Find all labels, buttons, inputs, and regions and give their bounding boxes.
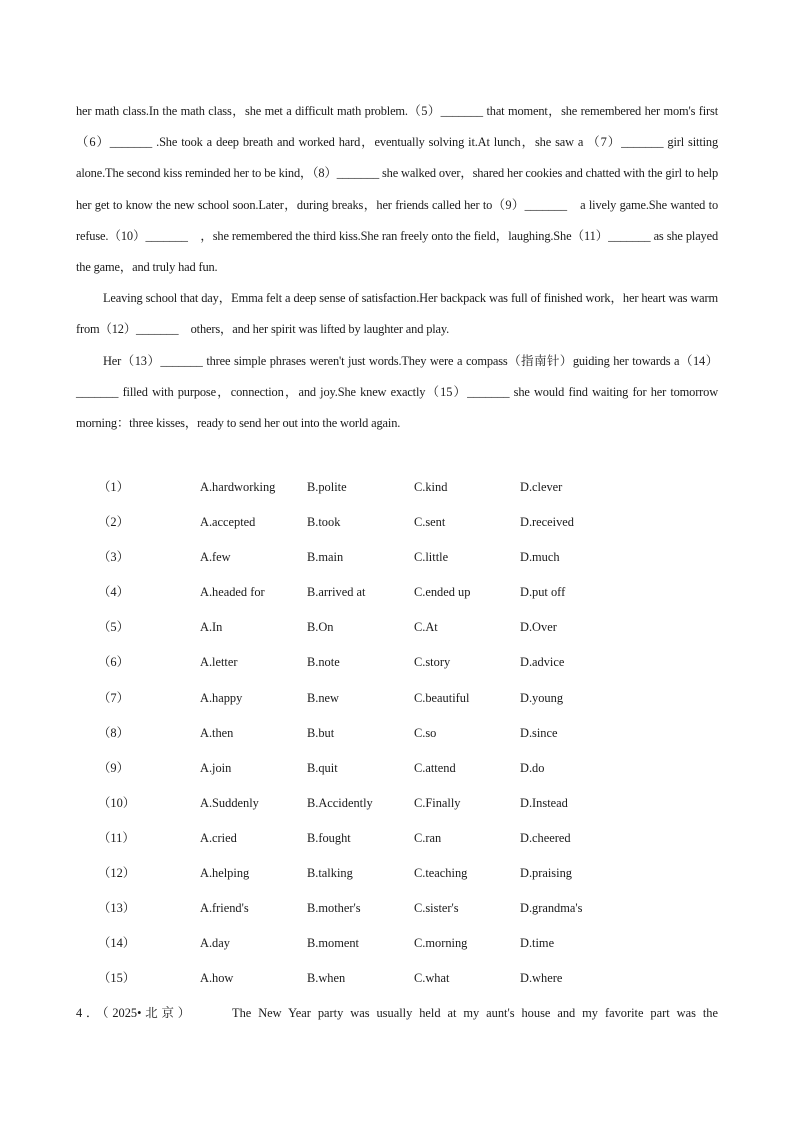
question-number: （8） bbox=[98, 725, 129, 740]
option-d: D.received bbox=[520, 515, 575, 530]
option-row bbox=[76, 926, 718, 961]
option-a: A.few bbox=[200, 550, 231, 565]
option-b: B.arrived at bbox=[307, 585, 366, 600]
question-number: （11） bbox=[98, 830, 135, 845]
option-d: D.advice bbox=[520, 655, 565, 670]
question-number: （7） bbox=[98, 690, 129, 705]
option-c: C.teaching bbox=[414, 866, 468, 881]
option-c: C.little bbox=[414, 550, 449, 565]
option-row bbox=[76, 540, 718, 575]
option-b: B.Accidently bbox=[307, 795, 373, 810]
option-d: D.cheered bbox=[520, 830, 571, 845]
option-c: C.beautiful bbox=[414, 690, 470, 705]
option-d: D.grandma's bbox=[520, 901, 583, 916]
option-d: D.put off bbox=[520, 585, 566, 600]
question-4-label: 4．（2025•北京） bbox=[76, 1006, 194, 1020]
option-b: B.mother's bbox=[307, 901, 361, 916]
option-c: C.so bbox=[414, 725, 437, 740]
question-number: （5） bbox=[98, 620, 129, 635]
option-c: C.sister's bbox=[414, 901, 459, 916]
option-row bbox=[76, 610, 718, 645]
option-b: B.moment bbox=[307, 936, 359, 951]
option-row bbox=[76, 751, 718, 786]
option-a: A.accepted bbox=[200, 515, 256, 530]
option-a: A.join bbox=[200, 760, 232, 775]
answer-options-list bbox=[76, 470, 718, 996]
option-b: B.note bbox=[307, 655, 340, 670]
option-row bbox=[76, 645, 718, 680]
option-c: C.sent bbox=[414, 515, 446, 530]
option-c: C.morning bbox=[414, 936, 468, 951]
question-number: （9） bbox=[98, 760, 129, 775]
option-c: C.story bbox=[414, 655, 451, 670]
option-b: B.but bbox=[307, 725, 335, 740]
option-a: A.cried bbox=[200, 830, 237, 845]
option-d: D.praising bbox=[520, 866, 572, 881]
option-a: A.Suddenly bbox=[200, 795, 259, 810]
option-row bbox=[76, 821, 718, 856]
question-number: （2） bbox=[98, 515, 129, 530]
option-a: A.day bbox=[200, 936, 230, 951]
option-b: B.new bbox=[307, 690, 340, 705]
question-number: （12） bbox=[98, 866, 136, 881]
option-row bbox=[76, 961, 718, 996]
reading-passage bbox=[76, 96, 718, 439]
option-d: D.Over bbox=[520, 620, 557, 635]
question-number: （13） bbox=[98, 901, 136, 916]
option-d: D.young bbox=[520, 690, 564, 705]
option-b: B.fought bbox=[307, 830, 351, 845]
option-b: B.quit bbox=[307, 760, 338, 775]
option-d: D.do bbox=[520, 760, 545, 775]
passage-paragraph-3: Her（13）_______ three simple phrases weren't just words.They were a compass（指南针）guiding her towards a（14）_______ filled with purpose，connection，and joy.She knew exactly（15）_______ she would find waiting for her tomorrow morning：three kisses，ready to send her out into the world again. bbox=[76, 353, 718, 431]
option-a: A.hardworking bbox=[200, 480, 276, 494]
option-a: A.how bbox=[200, 971, 234, 986]
option-row bbox=[76, 505, 718, 540]
option-b: B.On bbox=[307, 620, 334, 635]
option-c: C.Finally bbox=[414, 795, 461, 810]
option-c: C.At bbox=[414, 620, 438, 635]
option-b: B.talking bbox=[307, 866, 353, 881]
option-row bbox=[76, 856, 718, 891]
passage-paragraph-2: Leaving school that day，Emma felt a deep sense of satisfaction.Her backpack was full of finished work，her heart was warm from（12）_______ others，and her spirit was lifted by laughter and play. bbox=[76, 291, 718, 337]
option-c: C.ran bbox=[414, 830, 442, 845]
option-b: B.polite bbox=[307, 480, 347, 494]
question-number: （10） bbox=[98, 795, 136, 810]
option-c: C.kind bbox=[414, 480, 448, 494]
option-a: A.In bbox=[200, 620, 223, 635]
option-row bbox=[76, 891, 718, 926]
option-a: A.then bbox=[200, 725, 234, 740]
passage-paragraph-1: her math class.In the math class，she met a difficult math problem.（5）_______ that moment，she remembered her mom's first（6）_______ .She took a deep breath and worked hard，eventually solving it.At lunch，she saw a （7）_______ girl sitting alone.The second kiss reminded her to be kind，（8）_______ she walked over，shared her cookies and chatted with the girl to help her get to know the new school soon.Later，during breaks，her friends called her to（9）_______ a lively game.She wanted to refuse.（10）_______ ，she remembered the third kiss.She ran freely onto the field，laughing.She（11）_______ as she played the game，and truly had fun. bbox=[76, 104, 718, 275]
option-d: D.where bbox=[520, 971, 563, 986]
option-b: B.took bbox=[307, 515, 341, 530]
option-row bbox=[76, 470, 718, 505]
option-c: C.what bbox=[414, 971, 450, 986]
option-a: A.headed for bbox=[200, 585, 265, 600]
question-number: （6） bbox=[98, 655, 129, 670]
option-d: D.clever bbox=[520, 480, 563, 494]
option-b: B.main bbox=[307, 550, 344, 565]
question-number: （15） bbox=[98, 971, 136, 986]
option-d: D.much bbox=[520, 550, 560, 565]
option-c: C.attend bbox=[414, 760, 456, 775]
option-a: A.friend's bbox=[200, 901, 249, 916]
option-d: D.time bbox=[520, 936, 555, 951]
option-b: B.when bbox=[307, 971, 346, 986]
option-d: D.since bbox=[520, 725, 558, 740]
question-4-intro bbox=[76, 998, 718, 1029]
question-4-text: The New Year party was usually held at my aunt's house and my favorite part was the bbox=[232, 1006, 718, 1020]
option-row bbox=[76, 716, 718, 751]
option-c: C.ended up bbox=[414, 585, 471, 600]
option-a: A.happy bbox=[200, 690, 243, 705]
option-d: D.Instead bbox=[520, 795, 568, 810]
question-number: （14） bbox=[98, 936, 136, 951]
option-row bbox=[76, 575, 718, 610]
option-a: A.letter bbox=[200, 655, 238, 670]
question-number: （4） bbox=[98, 585, 129, 600]
option-a: A.helping bbox=[200, 866, 250, 881]
question-number: （3） bbox=[98, 550, 129, 565]
question-number: （1） bbox=[98, 480, 129, 494]
option-row bbox=[76, 786, 718, 821]
option-row bbox=[76, 681, 718, 716]
